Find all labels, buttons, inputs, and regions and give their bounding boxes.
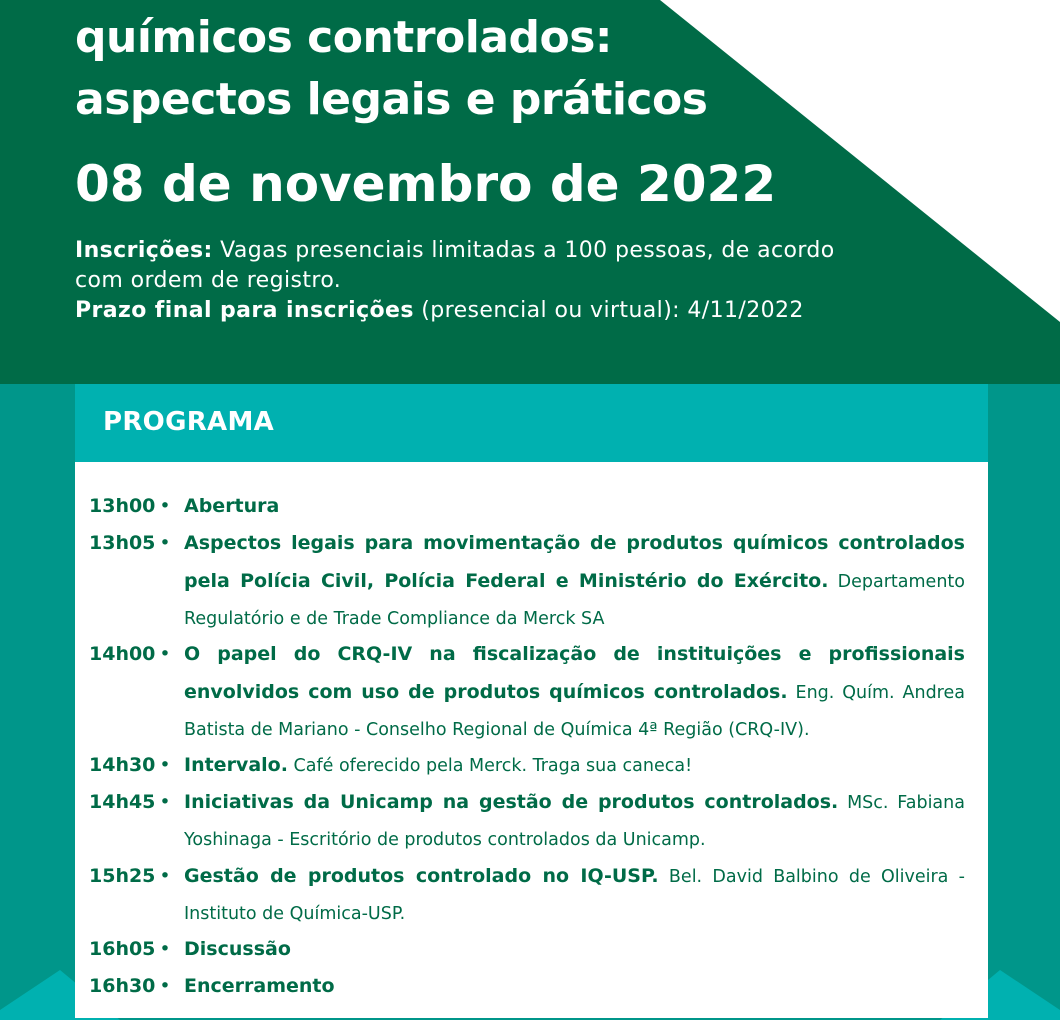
- item-title: Iniciativas da Unicamp na gestão de produtos controlados.: [184, 791, 839, 813]
- item-title: Abertura: [184, 495, 280, 517]
- item-description: [184, 747, 965, 785]
- bullet: •: [159, 865, 171, 887]
- program-header: [75, 384, 988, 462]
- item-title: Discussão: [184, 938, 291, 960]
- item-time: 15h25: [89, 865, 156, 887]
- bullet: •: [159, 791, 171, 813]
- title-line-2: aspectos legais e práticos: [75, 74, 708, 125]
- item-detail: Departamento Regulatório e de Trade Compliance da Merck SA: [184, 572, 965, 629]
- deadline-label: Prazo final para inscrições: [75, 298, 414, 323]
- item-title: Intervalo.: [184, 754, 288, 776]
- registration-text: Vagas presenciais limitadas a 100 pessoas, de acordo com ordem de registro.: [75, 238, 835, 293]
- item-detail: Café oferecido pela Merck. Traga sua caneca!: [293, 756, 693, 776]
- bullet: •: [159, 495, 171, 517]
- item-detail: Eng. Quím. Andrea Batista de Mariano - Conselho Regional de Química 4ª Região (CRQ-IV).: [184, 683, 965, 740]
- deadline-paragraph: [75, 296, 875, 326]
- bullet: •: [159, 643, 171, 665]
- item-detail: MSc. Fabiana Yoshinaga - Escritório de produtos controlados da Unicamp.: [184, 793, 965, 850]
- item-description: [184, 968, 965, 1006]
- program-title: PROGRAMA: [103, 407, 275, 437]
- item-title: O papel do CRQ-IV na fiscalização de instituições e profissionais envolvidos com uso de produtos químicos controlados.: [184, 643, 965, 703]
- item-title: Aspectos legais para movimentação de produtos químicos controlados pela Polícia Civil, Polícia Federal e Ministério do Exército.: [184, 532, 965, 592]
- bullet: •: [159, 975, 171, 997]
- item-description: [184, 525, 965, 638]
- item-description: [184, 488, 965, 526]
- deadline-text: (presencial ou virtual): 4/11/2022: [421, 298, 804, 323]
- item-detail: Bel. David Balbino de Oliveira - Instituto de Química-USP.: [184, 867, 965, 924]
- item-time: 13h00: [89, 495, 156, 517]
- item-time: 13h05: [89, 532, 156, 554]
- item-description: [184, 858, 965, 933]
- item-title: Encerramento: [184, 975, 335, 997]
- title-line-1: químicos controlados:: [75, 12, 613, 63]
- registration-info: [75, 236, 875, 326]
- item-title: Gestão de produtos controlado no IQ-USP.: [184, 865, 659, 887]
- item-time: 14h45: [89, 791, 156, 813]
- event-date: 08 de novembro de 2022: [75, 155, 777, 213]
- bullet: •: [159, 754, 171, 776]
- item-description: [184, 636, 965, 749]
- item-description: [184, 784, 965, 859]
- item-time: 16h05: [89, 938, 156, 960]
- item-time: 16h30: [89, 975, 156, 997]
- registration-label: Inscrições:: [75, 238, 213, 263]
- registration-paragraph: [75, 236, 875, 296]
- bullet: •: [159, 938, 171, 960]
- program-list: [75, 462, 988, 1018]
- item-time: 14h00: [89, 643, 156, 665]
- item-time: 14h30: [89, 754, 156, 776]
- item-description: [184, 931, 965, 969]
- bullet: •: [159, 532, 171, 554]
